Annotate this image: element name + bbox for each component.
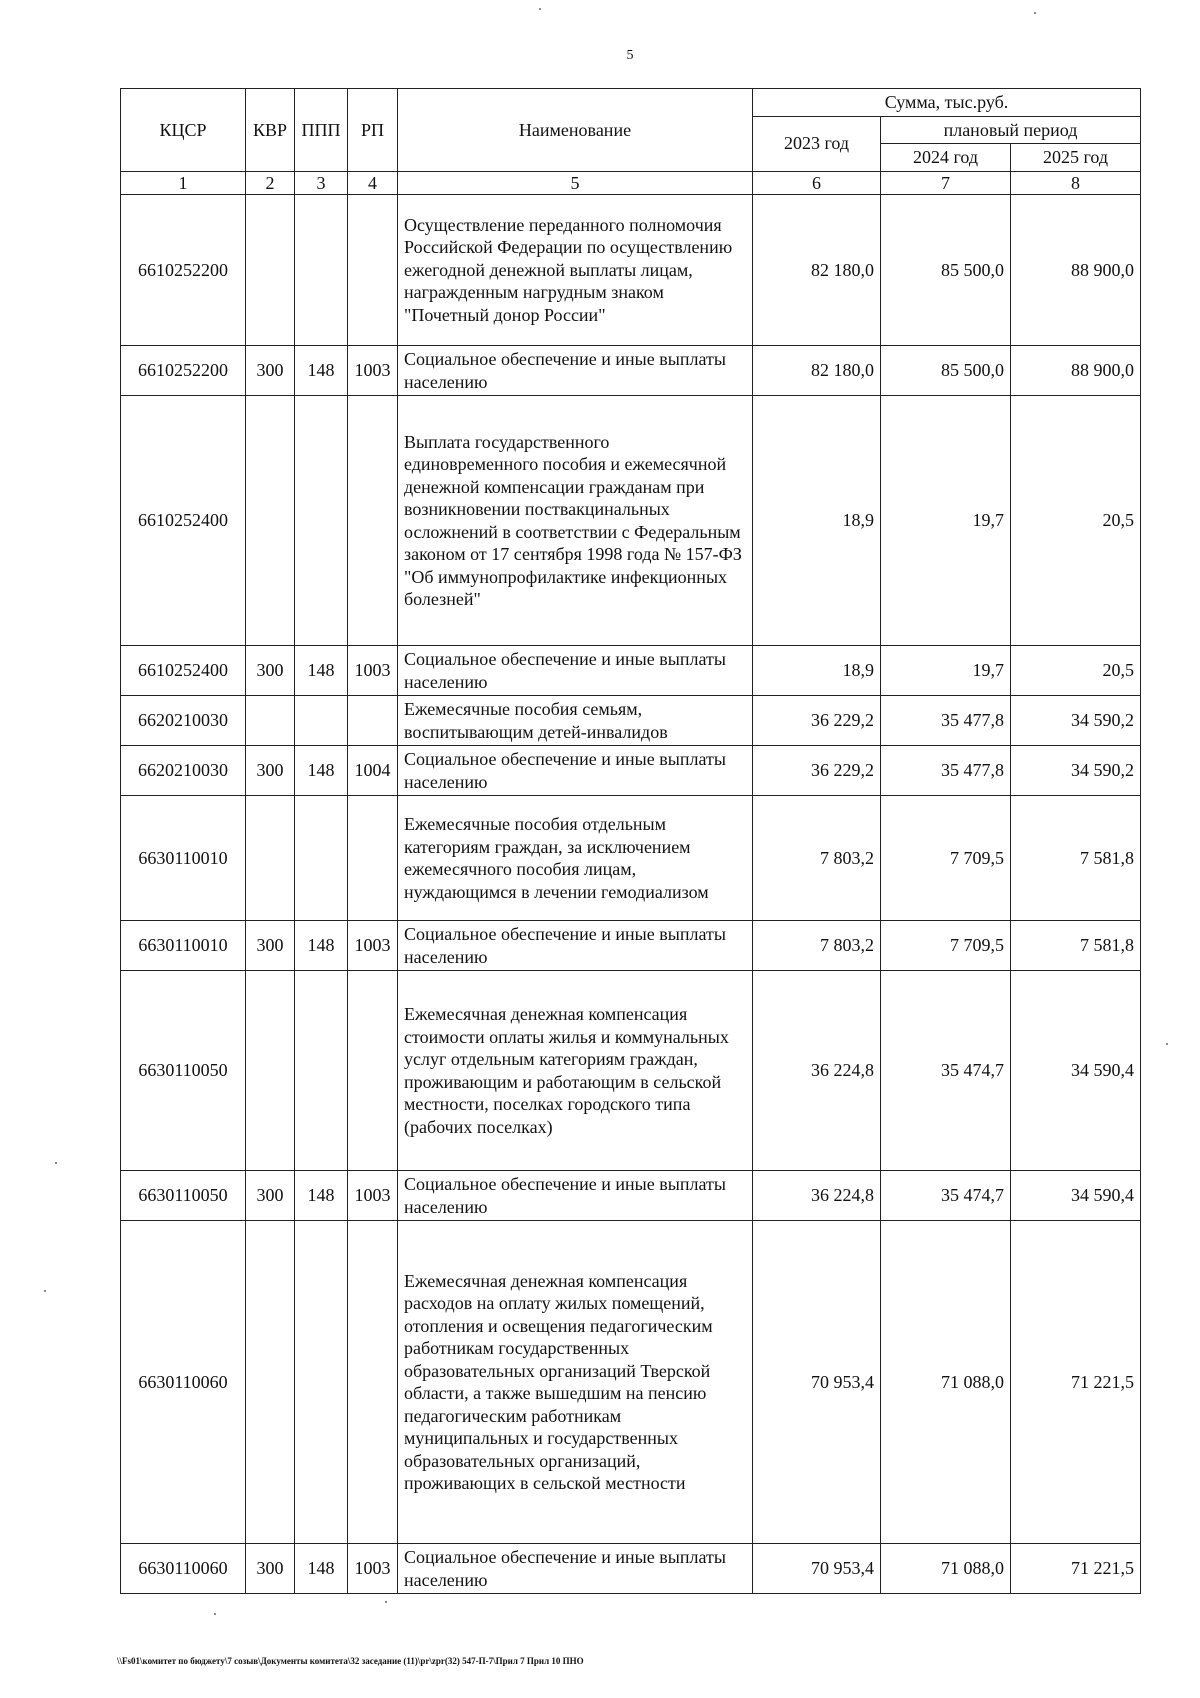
cell-2024: 35 474,7 (881, 1171, 1011, 1221)
col-number: 8 (1011, 171, 1141, 195)
cell-ppp: 148 (295, 346, 348, 396)
table-row (121, 971, 1141, 1171)
table-row (121, 396, 1141, 646)
cell-rp: 1003 (348, 1544, 398, 1594)
cell-2025: 34 590,2 (1011, 696, 1141, 746)
cell-ppp (295, 796, 348, 921)
cell-2024: 19,7 (881, 396, 1011, 646)
cell-name: Ежемесячные пособия семьям, воспитывающим детей-инвалидов (398, 696, 753, 746)
cell-2025: 88 900,0 (1011, 195, 1141, 346)
cell-rp (348, 195, 398, 346)
cell-kvr (246, 971, 295, 1171)
col-number: 3 (295, 171, 348, 195)
col-number: 1 (121, 171, 246, 195)
scan-speck (385, 1601, 387, 1603)
cell-2023: 7 803,2 (753, 796, 881, 921)
budget-table (120, 88, 1141, 1594)
cell-rp: 1003 (348, 921, 398, 971)
table-row (121, 346, 1141, 396)
table-row (121, 1171, 1141, 1221)
cell-2024: 85 500,0 (881, 346, 1011, 396)
col-number: 2 (246, 171, 295, 195)
cell-2023: 36 224,8 (753, 1171, 881, 1221)
cell-2024: 35 474,7 (881, 971, 1011, 1171)
cell-2024: 35 477,8 (881, 696, 1011, 746)
cell-2025: 20,5 (1011, 396, 1141, 646)
header-2024: 2024 год (881, 144, 1011, 172)
cell-name: Ежемесячная денежная компенсация стоимости оплаты жилья и коммунальных услуг отдельным категориям граждан, проживающим и работающим в сельской местности, поселках городского типа (рабочих поселках) (398, 971, 753, 1171)
header-plan-period: плановый период (881, 116, 1141, 144)
cell-ppp: 148 (295, 646, 348, 696)
cell-2023: 18,9 (753, 646, 881, 696)
cell-2025: 71 221,5 (1011, 1544, 1141, 1594)
cell-name: Социальное обеспечение и иные выплаты населению (398, 646, 753, 696)
cell-2024: 71 088,0 (881, 1544, 1011, 1594)
cell-kvr: 300 (246, 921, 295, 971)
cell-kvr (246, 696, 295, 746)
table-row (121, 646, 1141, 696)
cell-name: Социальное обеспечение и иные выплаты населению (398, 746, 753, 796)
scan-speck (214, 1613, 216, 1615)
cell-kcsr: 6630110010 (121, 796, 246, 921)
table-row (121, 1221, 1141, 1544)
cell-2024: 85 500,0 (881, 195, 1011, 346)
header-rp: РП (348, 89, 398, 172)
scan-speck (44, 1290, 46, 1292)
cell-kvr (246, 1221, 295, 1544)
cell-rp (348, 696, 398, 746)
cell-2023: 7 803,2 (753, 921, 881, 971)
cell-name: Ежемесячные пособия отдельным категориям граждан, за исключением ежемесячного пособия лицам, нуждающимся в лечении гемодиализом (398, 796, 753, 921)
cell-name: Выплата государственного единовременного пособия и ежемесячной денежной компенсации гражданам при возникновении поствакцинальных осложнений в соответствии с Федеральным законом от 17 сентября 1998 года № 157-ФЗ "Об иммунопрофилактике инфекционных болезней" (398, 396, 753, 646)
cell-2023: 82 180,0 (753, 346, 881, 396)
cell-kvr: 300 (246, 1171, 295, 1221)
cell-name: Социальное обеспечение и иные выплаты населению (398, 346, 753, 396)
cell-rp: 1003 (348, 646, 398, 696)
table-row (121, 796, 1141, 921)
cell-kvr (246, 195, 295, 346)
cell-kcsr: 6610252400 (121, 646, 246, 696)
cell-kvr: 300 (246, 1544, 295, 1594)
cell-2023: 36 229,2 (753, 746, 881, 796)
cell-kvr: 300 (246, 646, 295, 696)
cell-rp (348, 971, 398, 1171)
cell-kcsr: 6630110010 (121, 921, 246, 971)
cell-ppp (295, 696, 348, 746)
header-2025: 2025 год (1011, 144, 1141, 172)
header-kvr: КВР (246, 89, 295, 172)
header-2023: 2023 год (753, 116, 881, 171)
cell-kcsr: 6610252200 (121, 195, 246, 346)
cell-2025: 20,5 (1011, 646, 1141, 696)
file-path-footer: \\Fs01\комитет по бюджету\7 созыв\Документы комитета\32 заседание (11)\pr\zpr(32) 547-П-7\Прил 7 Прил 10 ПНО (117, 1656, 584, 1666)
table-row (121, 921, 1141, 971)
cell-name: Социальное обеспечение и иные выплаты населению (398, 921, 753, 971)
col-number: 4 (348, 171, 398, 195)
cell-2023: 70 953,4 (753, 1544, 881, 1594)
cell-rp (348, 396, 398, 646)
header-ppp: ППП (295, 89, 348, 172)
cell-2025: 7 581,8 (1011, 796, 1141, 921)
cell-ppp: 148 (295, 1544, 348, 1594)
cell-rp: 1004 (348, 746, 398, 796)
cell-kcsr: 6630110050 (121, 971, 246, 1171)
table-row (121, 195, 1141, 346)
cell-kcsr: 6620210030 (121, 696, 246, 746)
scan-speck (55, 1162, 57, 1164)
cell-kcsr: 6630110050 (121, 1171, 246, 1221)
cell-2023: 36 224,8 (753, 971, 881, 1171)
cell-ppp (295, 1221, 348, 1544)
cell-2024: 35 477,8 (881, 746, 1011, 796)
cell-kvr: 300 (246, 346, 295, 396)
table-row (121, 1544, 1141, 1594)
header-name: Наименование (398, 89, 753, 172)
cell-name: Ежемесячная денежная компенсация расходов на оплату жилых помещений, отопления и освещения педагогическим работникам государственных образовательных организаций Тверской области, а также вышедшим на пенсию педагогическим работникам муниципальных и государственных образовательных организаций, проживающих в сельской местности (398, 1221, 753, 1544)
cell-kcsr: 6610252200 (121, 346, 246, 396)
cell-kcsr: 6610252400 (121, 396, 246, 646)
cell-2023: 36 229,2 (753, 696, 881, 746)
cell-rp: 1003 (348, 346, 398, 396)
col-number: 7 (881, 171, 1011, 195)
cell-ppp: 148 (295, 746, 348, 796)
col-number: 6 (753, 171, 881, 195)
cell-kvr (246, 796, 295, 921)
cell-2025: 34 590,2 (1011, 746, 1141, 796)
cell-2023: 70 953,4 (753, 1221, 881, 1544)
cell-kvr: 300 (246, 746, 295, 796)
cell-2024: 19,7 (881, 646, 1011, 696)
cell-name: Осуществление переданного полномочия Российской Федерации по осуществлению ежегодной денежной выплаты лицам, награжденным нагрудным знаком "Почетный донор России" (398, 195, 753, 346)
cell-kcsr: 6630110060 (121, 1544, 246, 1594)
cell-kvr (246, 396, 295, 646)
cell-2024: 7 709,5 (881, 921, 1011, 971)
cell-ppp (295, 396, 348, 646)
cell-ppp (295, 971, 348, 1171)
cell-rp (348, 796, 398, 921)
cell-2025: 71 221,5 (1011, 1221, 1141, 1544)
col-number: 5 (398, 171, 753, 195)
cell-kcsr: 6630110060 (121, 1221, 246, 1544)
table-header (121, 89, 1141, 195)
cell-kcsr: 6620210030 (121, 746, 246, 796)
header-sum: Сумма, тыс.руб. (753, 89, 1141, 117)
header-kcsr: КЦСР (121, 89, 246, 172)
cell-2025: 34 590,4 (1011, 971, 1141, 1171)
cell-2024: 71 088,0 (881, 1221, 1011, 1544)
cell-ppp: 148 (295, 1171, 348, 1221)
scan-speck (1166, 1043, 1168, 1045)
cell-ppp: 148 (295, 921, 348, 971)
cell-rp: 1003 (348, 1171, 398, 1221)
cell-2024: 7 709,5 (881, 796, 1011, 921)
cell-2025: 88 900,0 (1011, 346, 1141, 396)
table-row (121, 746, 1141, 796)
scan-speck (1034, 12, 1036, 14)
page-number: 5 (626, 48, 634, 63)
cell-2023: 18,9 (753, 396, 881, 646)
cell-2025: 34 590,4 (1011, 1171, 1141, 1221)
cell-2023: 82 180,0 (753, 195, 881, 346)
table-row (121, 696, 1141, 746)
cell-name: Социальное обеспечение и иные выплаты населению (398, 1171, 753, 1221)
cell-ppp (295, 195, 348, 346)
cell-2025: 7 581,8 (1011, 921, 1141, 971)
cell-rp (348, 1221, 398, 1544)
scan-speck (539, 8, 541, 10)
cell-name: Социальное обеспечение и иные выплаты населению (398, 1544, 753, 1594)
